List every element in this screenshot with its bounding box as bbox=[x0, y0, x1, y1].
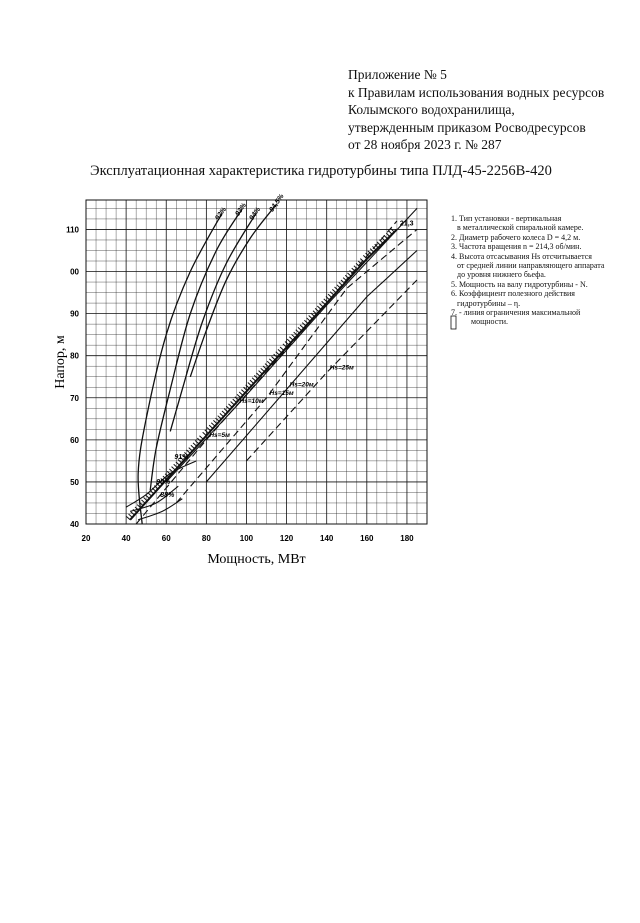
x-tick-label: 100 bbox=[239, 534, 254, 543]
hatch-mark bbox=[228, 404, 232, 407]
note-6a: 6. Коэффициент полезного действия bbox=[451, 289, 575, 299]
x-tick-label: 160 bbox=[360, 534, 374, 543]
hatch-mark bbox=[199, 436, 203, 439]
efficiency-label: 92% bbox=[214, 206, 229, 222]
appendix-line-3: Колымского водохранилища, bbox=[348, 102, 515, 117]
hatch-mark bbox=[309, 315, 313, 318]
hatch-mark bbox=[315, 308, 319, 311]
hatch-mark bbox=[152, 488, 156, 491]
efficiency-label: 94% bbox=[248, 206, 263, 222]
hatch-mark bbox=[256, 373, 260, 376]
hatch-mark bbox=[216, 418, 220, 421]
hatch-mark bbox=[296, 330, 300, 333]
note-7b: мощности. bbox=[471, 317, 509, 327]
hatch-mark bbox=[239, 392, 243, 395]
hatch-mark bbox=[248, 383, 252, 386]
hatch-mark bbox=[382, 237, 385, 241]
suction-label: Hs=10м bbox=[239, 398, 264, 406]
note-2: 2. Диаметр рабочего колеса D = 4,2 м. bbox=[451, 232, 581, 242]
efficiency-label: 93% bbox=[234, 202, 249, 218]
hatch-mark bbox=[126, 516, 130, 519]
hatch-mark bbox=[144, 497, 148, 500]
hatch-mark bbox=[328, 294, 332, 297]
hatch-mark bbox=[224, 409, 228, 412]
hatch-mark bbox=[298, 327, 302, 330]
hatch-mark bbox=[319, 304, 323, 307]
hatch-mark bbox=[287, 339, 291, 342]
hatch-mark bbox=[195, 441, 199, 444]
y-axis-title: Напор, м bbox=[53, 335, 68, 389]
hatch-mark bbox=[172, 467, 176, 470]
x-tick-label: 140 bbox=[320, 534, 334, 543]
hatch-mark bbox=[148, 493, 152, 496]
y-tick-label: 90 bbox=[70, 309, 79, 319]
note-7a: 7. - линия ограничения максимальной bbox=[451, 308, 581, 318]
efficiency-low-label: 88% bbox=[160, 491, 175, 499]
y-tick-label: 50 bbox=[70, 477, 79, 487]
hatch-mark bbox=[267, 361, 271, 364]
hatch-mark bbox=[388, 231, 391, 235]
hatch-mark bbox=[278, 349, 282, 352]
hatch-mark bbox=[174, 464, 178, 467]
hatch-mark bbox=[335, 287, 339, 290]
appendix-line-4: утвержденным приказом Росводресурсов bbox=[348, 119, 586, 135]
note-4c: до уровня нижнего бьефа. bbox=[457, 270, 546, 280]
max-power-label: 21,3 bbox=[399, 220, 414, 228]
y-tick-label: 40 bbox=[70, 520, 79, 529]
y-tick-label: 00 bbox=[70, 267, 79, 277]
note-4a: 4. Высота отсасывания Hs отсчитывается bbox=[451, 251, 592, 261]
hatch-mark bbox=[169, 469, 173, 472]
hatch-mark bbox=[300, 325, 304, 328]
hatch-mark bbox=[332, 289, 336, 292]
x-tick-label: 40 bbox=[121, 534, 131, 543]
suction-label: Hs=5м bbox=[209, 431, 230, 439]
hatch-mark bbox=[254, 375, 258, 378]
note-4b: от средней линии направляющего аппарата bbox=[457, 261, 605, 271]
hatch-mark bbox=[276, 352, 280, 355]
hatch-mark bbox=[304, 320, 308, 323]
y-tick-label: 60 bbox=[70, 435, 79, 445]
hatch-mark bbox=[250, 380, 254, 383]
appendix-line-2: к Правилам использования водных ресурсов bbox=[348, 84, 605, 100]
y-tick-label: 80 bbox=[70, 351, 79, 361]
note-3: 3. Частота вращения n = 214,3 об/мин. bbox=[451, 242, 582, 252]
note-1a: 1. Тип установки - вертикальная bbox=[451, 214, 562, 223]
hatch-mark bbox=[259, 371, 263, 374]
hatch-mark bbox=[280, 347, 284, 350]
hatch-mark bbox=[233, 399, 237, 402]
appendix-line-5: от 28 ноября 2023 г. № 287 bbox=[348, 137, 502, 152]
hatch-mark bbox=[209, 425, 213, 428]
efficiency-low-label: 90% bbox=[156, 479, 171, 487]
hatch-mark bbox=[261, 368, 265, 371]
note-6b: гидротурбины – η. bbox=[457, 298, 521, 308]
efficiency-low-curve bbox=[138, 499, 182, 520]
hatch-mark bbox=[263, 366, 267, 369]
hatch-mark bbox=[341, 280, 345, 283]
suction-label: Hs=20м bbox=[289, 381, 314, 389]
hatch-mark bbox=[222, 411, 226, 414]
hatch-mark bbox=[337, 285, 341, 288]
hatch-mark bbox=[269, 359, 273, 362]
note-5: 5. Мощность на валу гидротурбины - N. bbox=[451, 279, 588, 289]
x-axis-title: Мощность, МВт bbox=[207, 552, 306, 567]
hatch-mark bbox=[241, 390, 245, 393]
hatch-mark bbox=[211, 423, 215, 426]
chart-ticks bbox=[66, 225, 414, 543]
hatch-mark bbox=[317, 306, 321, 309]
x-tick-label: 60 bbox=[161, 534, 171, 543]
chart-title: Эксплуатационная характеристика гидротурбины типа ПЛД-45-2256В-420 bbox=[90, 163, 552, 179]
appendix-line-1: Приложение № 5 bbox=[348, 67, 447, 82]
hatch-mark bbox=[231, 401, 235, 404]
hatch-mark bbox=[291, 334, 295, 337]
hatch-mark bbox=[252, 378, 256, 381]
hatch-mark bbox=[203, 432, 207, 435]
legend-hatch-icon bbox=[451, 316, 456, 329]
efficiency-curve bbox=[190, 204, 276, 377]
hatch-mark bbox=[271, 356, 275, 359]
hatch-mark bbox=[141, 500, 145, 503]
hatch-mark bbox=[283, 344, 287, 347]
y-tick-label: 70 bbox=[70, 393, 79, 403]
note-1b: в металлической спиральной камере. bbox=[457, 223, 584, 233]
hatch-mark bbox=[235, 397, 239, 400]
x-tick-label: 180 bbox=[400, 534, 414, 543]
hatch-mark bbox=[226, 406, 230, 409]
chart-grid bbox=[86, 200, 427, 524]
hatch-mark bbox=[220, 413, 224, 416]
hatch-mark bbox=[150, 490, 154, 493]
efficiency-label: 94,5% bbox=[268, 193, 286, 214]
hatch-mark bbox=[347, 273, 351, 276]
efficiency-low-label: 91% bbox=[174, 453, 189, 461]
chart-labels bbox=[53, 192, 414, 567]
x-tick-label: 80 bbox=[201, 534, 211, 543]
hatch-mark bbox=[391, 228, 394, 232]
hatch-mark bbox=[129, 514, 133, 517]
y-tick-label: 110 bbox=[66, 225, 79, 235]
hatch-mark bbox=[265, 364, 269, 367]
suction-label: Hs=15м bbox=[269, 389, 294, 397]
hatch-mark bbox=[289, 337, 293, 340]
suction-label: Hs=25м bbox=[329, 364, 354, 372]
hatch-mark bbox=[218, 416, 222, 419]
chart-curves bbox=[126, 204, 417, 524]
x-tick-label: 120 bbox=[279, 534, 294, 543]
hatch-mark bbox=[330, 292, 334, 295]
hatch-mark bbox=[191, 445, 195, 448]
x-tick-label: 20 bbox=[81, 534, 91, 543]
hatch-mark bbox=[307, 318, 311, 321]
hatch-mark bbox=[339, 282, 343, 285]
